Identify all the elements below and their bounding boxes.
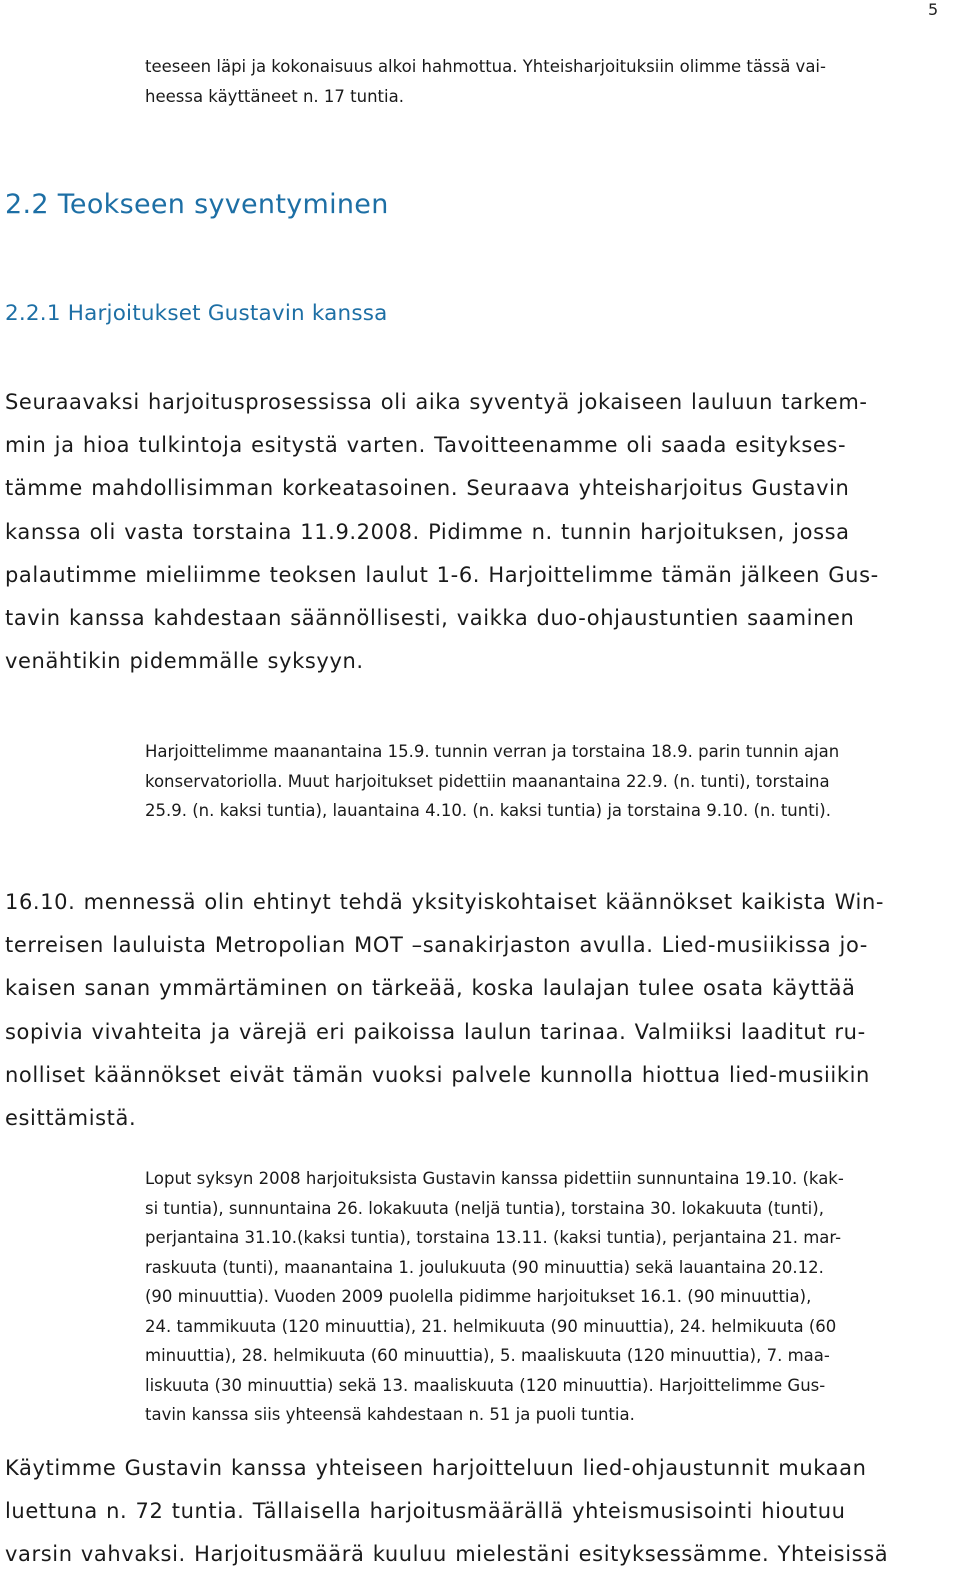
paragraph-line: Seuraavaksi harjoitusprosessissa oli aika syventyä jokaiseen lauluun tarkem-: [5, 390, 868, 414]
paragraph-line: tavin kanssa kahdestaan säännöllisesti, vaikka duo-ohjaustuntien saaminen: [5, 606, 855, 631]
quote-line: tavin kanssa siis yhteensä kahdestaan n. 51 ja puoli tuntia.: [145, 1405, 635, 1424]
section-heading: 2.2 Teokseen syventyminen: [5, 189, 389, 220]
subsection-heading: 2.2.1 Harjoitukset Gustavin kanssa: [5, 301, 388, 326]
quote-line: (90 minuuttia). Vuoden 2009 puolella pidimme harjoitukset 16.1. (90 minuuttia),: [145, 1287, 812, 1306]
paragraph-total-hours: [5, 1447, 930, 1577]
quote-line: Harjoittelimme maanantaina 15.9. tunnin verran ja torstaina 18.9. parin tunnin ajan: [145, 742, 840, 761]
intro-quote: [145, 52, 945, 111]
paragraph-line: 16.10. mennessä olin ehtinyt tehdä yksityiskohtaiset käännökset kaikista Win-: [5, 890, 885, 914]
paragraph-line: Käytimme Gustavin kanssa yhteiseen harjoitteluun lied-ohjaustunnit mukaan: [5, 1456, 867, 1480]
quote-line: minuuttia), 28. helmikuuta (60 minuuttia), 5. maaliskuuta (120 minuuttia), 7. maa-: [145, 1346, 830, 1365]
paragraph-line: nolliset käännökset eivät tämän vuoksi palvele kunnolla hiottua lied-musiikin: [5, 1062, 870, 1087]
quote-line: teeseen läpi ja kokonaisuus alkoi hahmottua. Yhteisharjoituksiin olimme tässä vai-: [145, 57, 826, 76]
quote-line: Loput syksyn 2008 harjoituksista Gustavin kanssa pidettiin sunnuntaina 19.10. (kak-: [145, 1169, 844, 1188]
paragraph-line: esittämistä.: [5, 1106, 137, 1131]
quote-line: heessa käyttäneet n. 17 tuntia.: [145, 86, 404, 106]
paragraph-line: min ja hioa tulkintoja esitystä varten. Tavoitteenamme oli saada esitykses-: [5, 433, 847, 458]
paragraph-line: tämme mahdollisimman korkeatasoinen. Seuraava yhteisharjoitus Gustavin: [5, 476, 850, 501]
paragraph-line: varsin vahvaksi. Harjoitusmäärä kuuluu mielestäni esityksessämme. Yhteisissä: [5, 1542, 889, 1567]
quote-line: 24. tammikuuta (120 minuuttia), 21. helmikuuta (90 minuuttia), 24. helmikuuta (60: [145, 1316, 837, 1336]
quote-autumn-rehearsals: [145, 1164, 945, 1430]
quote-line: si tuntia), sunnuntaina 26. lokakuuta (neljä tuntia), torstaina 30. lokakuuta (tunti),: [145, 1198, 824, 1218]
quote-line: konservatoriolla. Muut harjoitukset pidettiin maanantaina 22.9. (n. tunti), torstaina: [145, 771, 830, 791]
quote-rehearsal-dates: [145, 737, 945, 826]
paragraph-translations: [5, 881, 930, 1140]
paragraph-line: kaisen sanan ymmärtäminen on tärkeää, koska laulajan tulee osata käyttää: [5, 976, 856, 1001]
paragraph-line: sopivia vivahteita ja värejä eri paikoissa laulun tarinaa. Valmiiksi laaditut ru-: [5, 1019, 866, 1044]
paragraph-line: kanssa oli vasta torstaina 11.9.2008. Pidimme n. tunnin harjoituksen, jossa: [5, 519, 850, 544]
paragraph-line: luettuna n. 72 tuntia. Tällaisella harjoitusmäärällä yhteismusisointi hioutuu: [5, 1499, 846, 1524]
quote-line: liskuuta (30 minuuttia) sekä 13. maaliskuuta (120 minuuttia). Harjoittelimme Gus-: [145, 1375, 826, 1395]
paragraph-line: terreisen lauluista Metropolian MOT –sanakirjaston avulla. Lied-musiikissa jo-: [5, 933, 868, 958]
paragraph-line: venähtikin pidemmälle syksyyn.: [5, 649, 364, 674]
quote-line: raskuuta (tunti), maanantaina 1. joulukuuta (90 minuuttia) sekä lauantaina 20.12.: [145, 1257, 824, 1277]
quote-line: 25.9. (n. kaksi tuntia), lauantaina 4.10. (n. kaksi tuntia) ja torstaina 9.10. (n. tunti).: [145, 801, 831, 820]
quote-line: perjantaina 31.10.(kaksi tuntia), torstaina 13.11. (kaksi tuntia), perjantaina 21. mar-: [145, 1228, 842, 1247]
paragraph-line: palautimme mieliimme teoksen laulut 1-6. Harjoittelimme tämän jälkeen Gus-: [5, 562, 879, 587]
page-number: 5: [928, 0, 939, 19]
paragraph-training-schedule: [5, 381, 930, 683]
